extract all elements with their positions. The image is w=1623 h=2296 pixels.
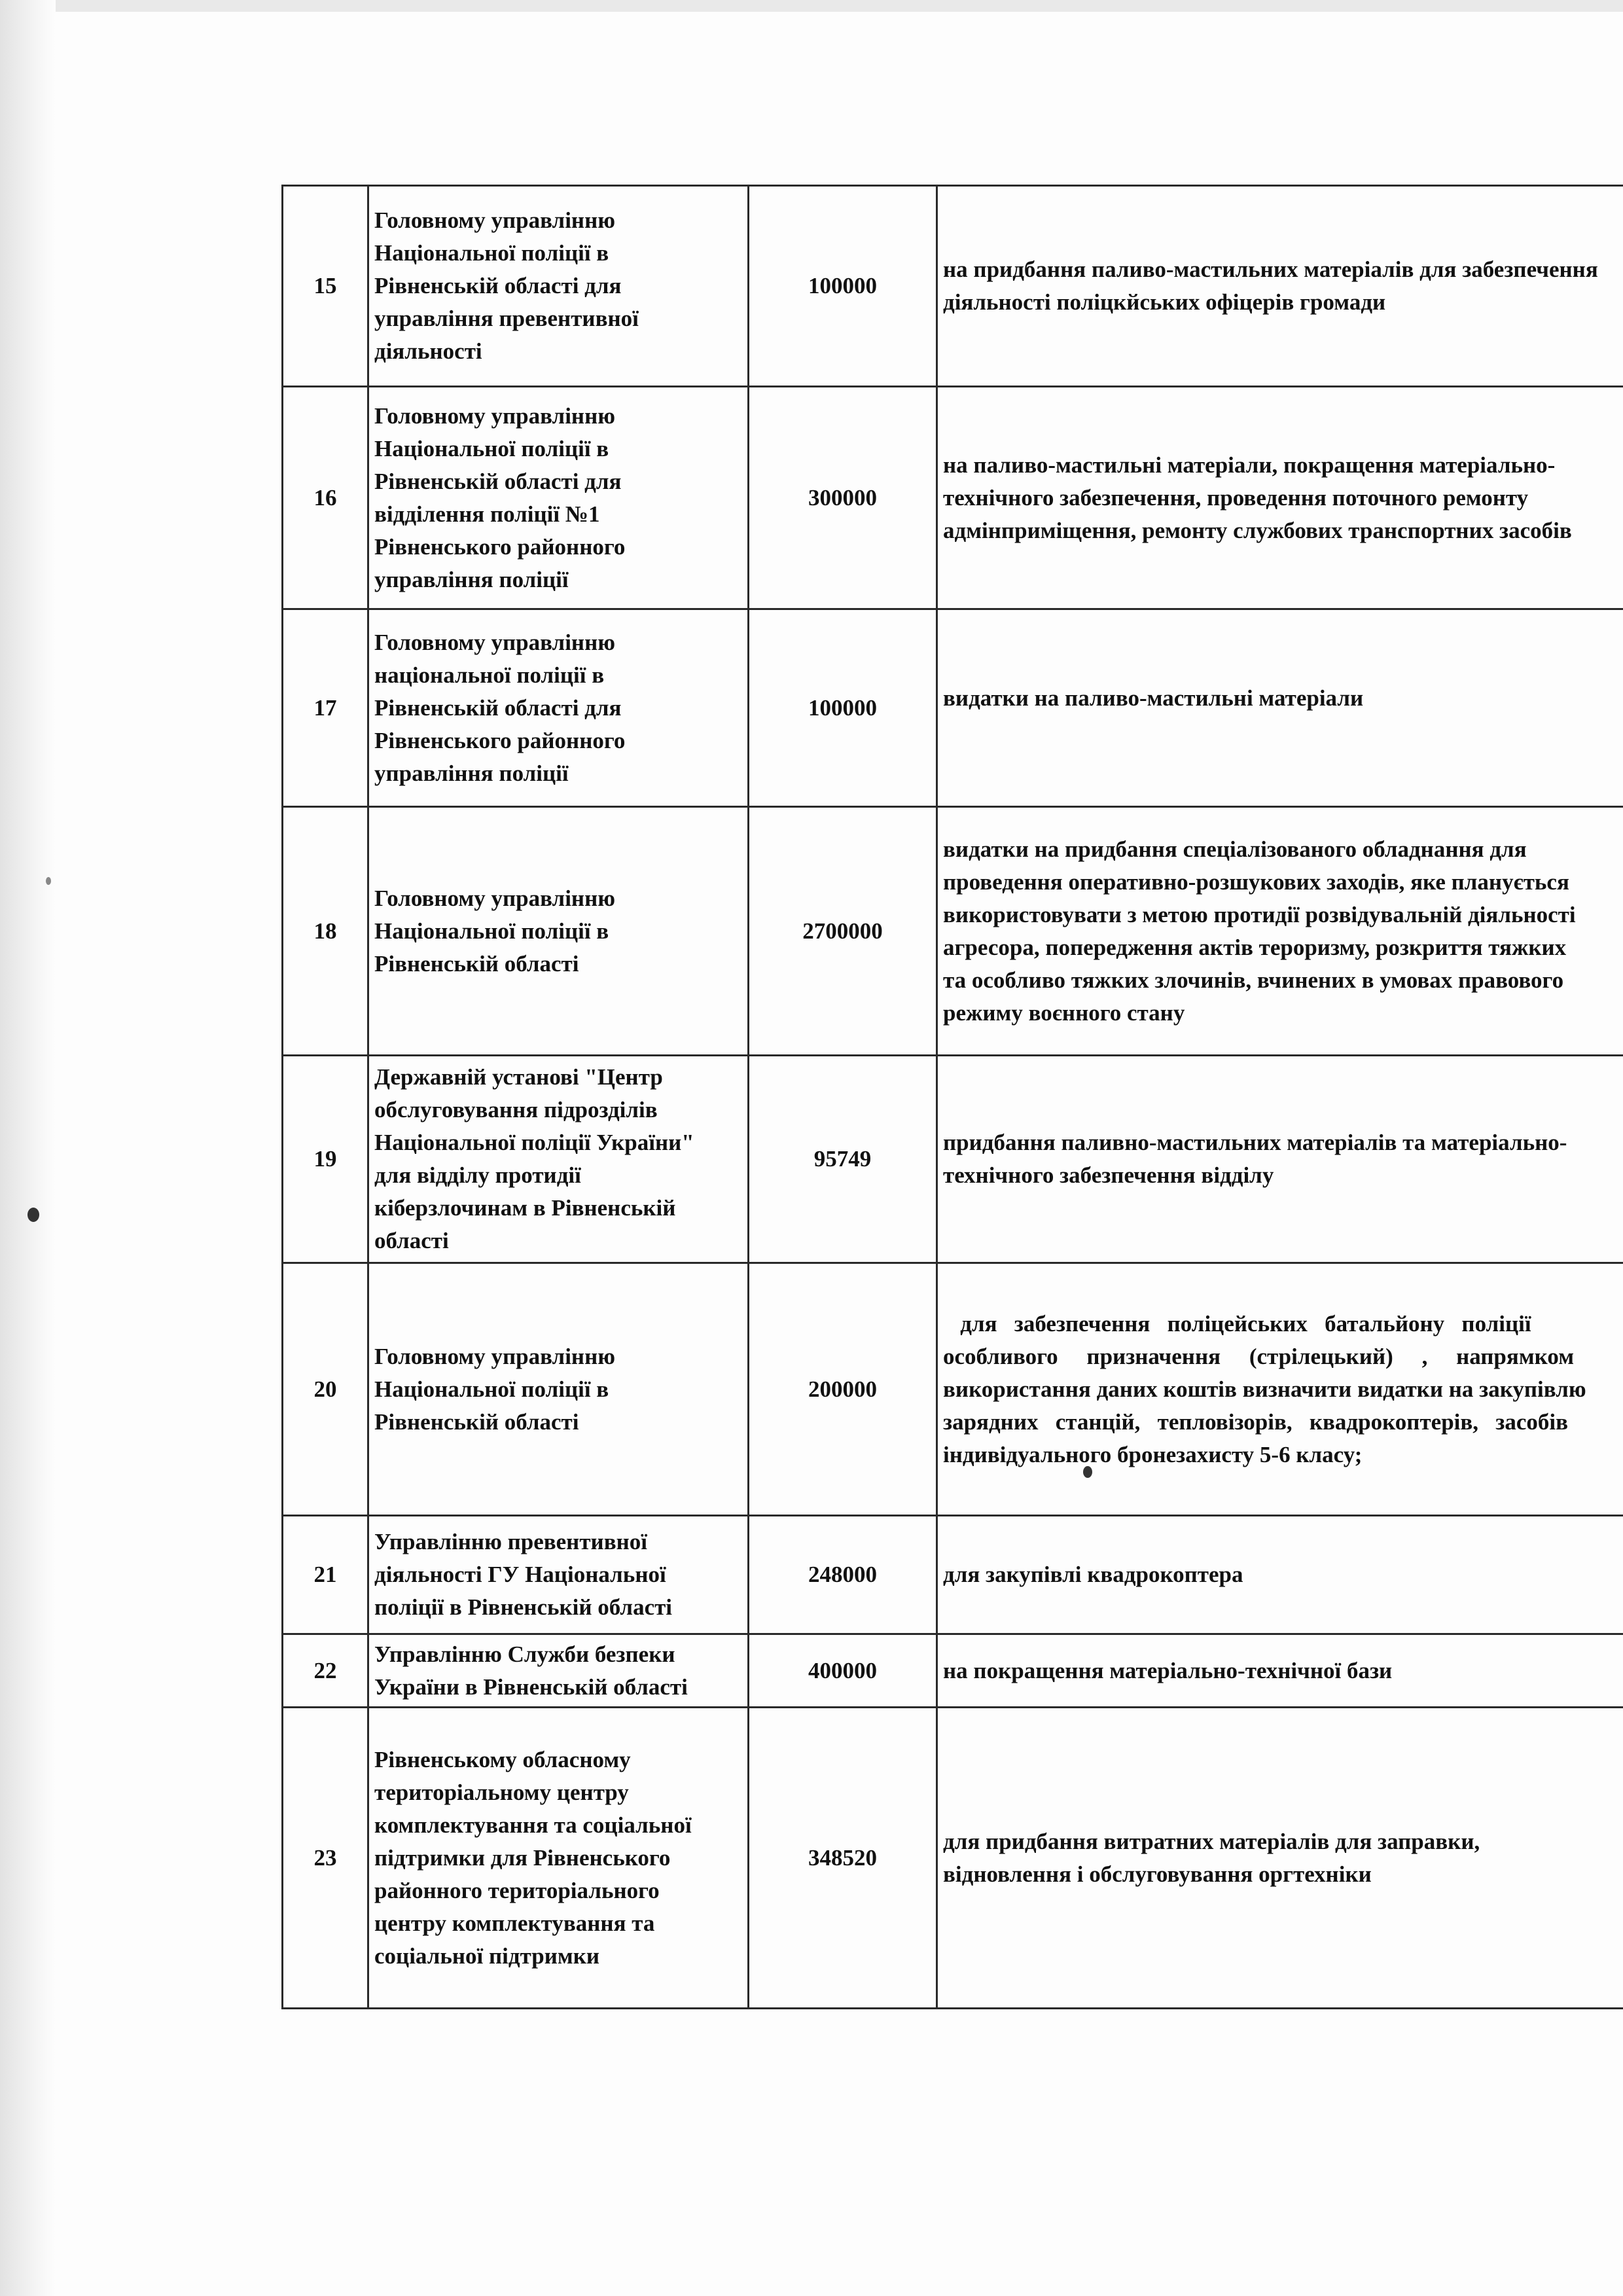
purpose-line: технічного забезпечення відділу bbox=[943, 1162, 1274, 1188]
purpose-line: використовувати з метою протидії розвідувальній діяльності bbox=[943, 901, 1576, 927]
recipient-line: Національної поліції України" bbox=[374, 1130, 694, 1155]
amount-cell: 400000 bbox=[749, 1634, 937, 1708]
recipient-line: національної поліції в bbox=[374, 662, 605, 688]
purpose-line: адмінприміщення, ремонту службових транспортних засобів bbox=[943, 517, 1572, 543]
table-row bbox=[283, 186, 1623, 387]
recipient-line: Рівненській області bbox=[374, 950, 579, 977]
recipient-line: Національної поліції в bbox=[374, 918, 609, 944]
recipient-line: Головному управлінню bbox=[374, 403, 615, 429]
recipient-line: діяльності ГУ Національної bbox=[374, 1562, 666, 1587]
recipient-cell bbox=[368, 1708, 749, 2009]
purpose-line: відновлення і обслуговування оргтехніки bbox=[943, 1861, 1372, 1887]
scan-speck bbox=[46, 877, 51, 885]
table-row bbox=[283, 1708, 1623, 2009]
purpose-line: видатки на придбання спеціалізованого обладнання для bbox=[943, 836, 1527, 862]
purpose-cell bbox=[937, 387, 1623, 609]
recipient-line: Рівненського районного bbox=[374, 727, 626, 753]
recipient-cell bbox=[368, 807, 749, 1056]
purpose-line: придбання паливно-мастильних матеріалів та матеріально- bbox=[943, 1130, 1567, 1155]
recipient-line: Державній установі "Центр bbox=[374, 1064, 663, 1090]
recipient-line: області bbox=[374, 1228, 449, 1253]
recipient-line: Головному управлінню bbox=[374, 1343, 615, 1369]
recipient-line: центру комплектування та bbox=[374, 1910, 655, 1936]
recipient-line: кіберзлочинам в Рівненській bbox=[374, 1195, 676, 1221]
table-row bbox=[283, 387, 1623, 609]
recipient-line: Головному управлінню bbox=[374, 629, 615, 655]
table-row bbox=[283, 807, 1623, 1056]
purpose-line: для закупівлі квадрокоптера bbox=[943, 1562, 1243, 1587]
purpose-line: на покращення матеріально-технічної бази bbox=[943, 1657, 1393, 1683]
table-row bbox=[283, 609, 1623, 807]
row-number: 23 bbox=[283, 1708, 368, 2009]
recipient-line: Управлінню превентивної bbox=[374, 1529, 647, 1554]
purpose-line: технічного забезпечення, проведення поточного ремонту bbox=[943, 484, 1529, 511]
purpose-cell bbox=[937, 1056, 1623, 1263]
purpose-line: видатки на паливо-мастильні матеріали bbox=[943, 685, 1364, 711]
recipient-line: Рівненській області для bbox=[374, 273, 622, 298]
purpose-line: агресора, попередження актів тероризму, розкриття тяжких bbox=[943, 934, 1567, 960]
recipient-line: Рівненському обласному bbox=[374, 1746, 631, 1772]
row-number: 19 bbox=[283, 1056, 368, 1263]
row-number: 15 bbox=[283, 186, 368, 387]
purpose-cell bbox=[937, 186, 1623, 387]
purpose-line: особливого призначення (стрілецький) , напрямком bbox=[943, 1343, 1575, 1369]
recipient-line: управління превентивної bbox=[374, 306, 639, 331]
recipient-line: діяльності bbox=[374, 338, 482, 364]
recipient-line: управління поліції bbox=[374, 566, 569, 592]
purpose-cell bbox=[937, 1263, 1623, 1516]
recipient-line: відділення поліції №1 bbox=[374, 501, 600, 527]
recipient-line: соціальної підтримки bbox=[374, 1943, 600, 1969]
row-number: 20 bbox=[283, 1263, 368, 1516]
scan-speck bbox=[27, 1208, 39, 1222]
recipient-line: Рівненського районного bbox=[374, 533, 626, 560]
recipient-cell bbox=[368, 1516, 749, 1634]
amount-cell: 100000 bbox=[749, 609, 937, 807]
purpose-cell bbox=[937, 1708, 1623, 2009]
recipient-line: Рівненській області для bbox=[374, 694, 622, 721]
scan-shadow-left bbox=[0, 0, 56, 2296]
amount-cell: 2700000 bbox=[749, 807, 937, 1056]
amount-cell: 95749 bbox=[749, 1056, 937, 1263]
recipient-cell bbox=[368, 609, 749, 807]
table-row bbox=[283, 1516, 1623, 1634]
purpose-line: індивідуального бронезахисту 5-6 класу; bbox=[943, 1441, 1363, 1467]
row-number: 22 bbox=[283, 1634, 368, 1708]
table-row bbox=[283, 1263, 1623, 1516]
purpose-cell bbox=[937, 807, 1623, 1056]
row-number: 17 bbox=[283, 609, 368, 807]
recipient-line: України в Рівненській області bbox=[374, 1674, 688, 1700]
recipient-line: Національної поліції в bbox=[374, 240, 609, 266]
purpose-line: проведення оперативно-розшукових заходів, яке планується bbox=[943, 869, 1569, 895]
recipient-line: Національної поліції в bbox=[374, 435, 609, 461]
amount-cell: 300000 bbox=[749, 387, 937, 609]
recipient-line: Головному управлінню bbox=[374, 885, 615, 911]
purpose-line: для забезпечення поліцейських батальйону поліції bbox=[943, 1310, 1531, 1336]
purpose-line: діяльності поліцкйських офіцерів громади bbox=[943, 289, 1386, 315]
amount-cell: 348520 bbox=[749, 1708, 937, 2009]
amount-cell: 200000 bbox=[749, 1263, 937, 1516]
recipient-line: Головному управлінню bbox=[374, 207, 615, 233]
scan-shadow-top bbox=[0, 0, 1623, 12]
row-number: 16 bbox=[283, 387, 368, 609]
purpose-cell bbox=[937, 1634, 1623, 1708]
purpose-cell bbox=[937, 609, 1623, 807]
purpose-line: режиму воєнного стану bbox=[943, 999, 1185, 1026]
recipient-line: управління поліції bbox=[374, 760, 569, 786]
recipient-line: Рівненській області для bbox=[374, 468, 622, 494]
amount-cell: 248000 bbox=[749, 1516, 937, 1634]
table-row bbox=[283, 1056, 1623, 1263]
recipient-cell bbox=[368, 186, 749, 387]
recipient-line: територіальному центру bbox=[374, 1779, 629, 1805]
purpose-line: використання даних коштів визначити видатки на закупівлю bbox=[943, 1376, 1586, 1402]
recipient-line: для відділу протидії bbox=[374, 1162, 581, 1188]
recipient-line: комплектування та соціальної bbox=[374, 1812, 692, 1838]
purpose-line: та особливо тяжких злочинів, вчинених в умовах правового bbox=[943, 967, 1564, 993]
recipient-line: обслуговування підрозділів bbox=[374, 1097, 658, 1122]
recipient-cell bbox=[368, 387, 749, 609]
recipient-line: Рівненській області bbox=[374, 1408, 579, 1435]
recipient-cell bbox=[368, 1634, 749, 1708]
recipient-cell bbox=[368, 1056, 749, 1263]
row-number: 21 bbox=[283, 1516, 368, 1634]
table-row bbox=[283, 1634, 1623, 1708]
recipient-line: Національної поліції в bbox=[374, 1376, 609, 1402]
recipient-line: поліції в Рівненській області bbox=[374, 1594, 673, 1620]
row-number: 18 bbox=[283, 807, 368, 1056]
amount-cell: 100000 bbox=[749, 186, 937, 387]
purpose-line: на придбання паливо-мастильних матеріалів для забезпечення bbox=[943, 257, 1598, 282]
allocations-table bbox=[281, 185, 1623, 2009]
purpose-line: зарядних станцій, тепловізорів, квадрокоптерів, засобів bbox=[943, 1408, 1569, 1435]
recipient-line: районного територіального bbox=[374, 1877, 660, 1903]
recipient-line: підтримки для Рівненського bbox=[374, 1844, 671, 1871]
purpose-line: для придбання витратних матеріалів для заправки, bbox=[943, 1828, 1480, 1854]
recipient-cell bbox=[368, 1263, 749, 1516]
purpose-line: на паливо-мастильні матеріали, покращення матеріально- bbox=[943, 452, 1556, 478]
purpose-cell bbox=[937, 1516, 1623, 1634]
recipient-line: Управлінню Служби безпеки bbox=[374, 1641, 675, 1667]
